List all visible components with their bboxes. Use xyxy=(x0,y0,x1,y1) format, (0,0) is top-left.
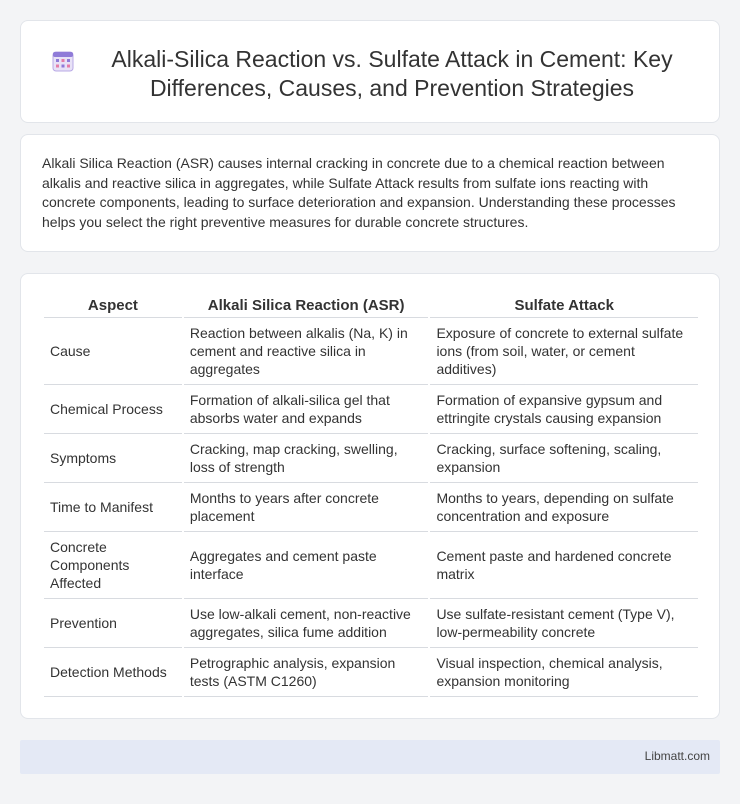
row-asr-cell: Petrographic analysis, expansion tests (ASTM C1260) xyxy=(184,648,429,697)
table-row xyxy=(44,599,698,648)
row-aspect-cell: Time to Manifest xyxy=(44,483,182,532)
comparison-table xyxy=(42,294,700,697)
table-row xyxy=(44,648,698,697)
row-sulfate-cell: Visual inspection, chemical analysis, expansion monitoring xyxy=(430,648,698,697)
row-aspect-cell: Chemical Process xyxy=(44,385,182,434)
row-asr-cell: Formation of alkali-silica gel that absorbs water and expands xyxy=(184,385,429,434)
row-sulfate-cell: Formation of expansive gypsum and ettringite crystals causing expansion xyxy=(430,385,698,434)
row-asr-cell: Reaction between alkalis (Na, K) in cement and reactive silica in aggregates xyxy=(184,318,429,385)
row-aspect-cell: Cause xyxy=(44,318,182,385)
table-row xyxy=(44,434,698,483)
title-wrap xyxy=(21,21,719,103)
calendar-grid-icon xyxy=(51,49,75,73)
header-sulfate: Sulfate Attack xyxy=(430,294,698,318)
row-asr-cell: Cracking, map cracking, swelling, loss of strength xyxy=(184,434,429,483)
header-aspect: Aspect xyxy=(44,294,182,318)
row-sulfate-cell: Cement paste and hardened concrete matrix xyxy=(430,532,698,599)
row-sulfate-cell: Use sulfate-resistant cement (Type V), low-permeability concrete xyxy=(430,599,698,648)
table-header-row xyxy=(44,294,698,318)
row-asr-cell: Months to years after concrete placement xyxy=(184,483,429,532)
row-aspect-cell: Detection Methods xyxy=(44,648,182,697)
table-row xyxy=(44,483,698,532)
row-aspect-cell: Concrete Components Affected xyxy=(44,532,182,599)
row-asr-cell: Aggregates and cement paste interface xyxy=(184,532,429,599)
page-title: Alkali-Silica Reaction vs. Sulfate Attack in Cement: Key Differences, Causes, and Prevention Strategies xyxy=(111,46,673,101)
header-asr: Alkali Silica Reaction (ASR) xyxy=(184,294,429,318)
row-aspect-cell: Prevention xyxy=(44,599,182,648)
table-row xyxy=(44,532,698,599)
table-row xyxy=(44,385,698,434)
intro-card xyxy=(20,134,720,252)
footer-bar xyxy=(20,740,720,774)
row-sulfate-cell: Months to years, depending on sulfate concentration and exposure xyxy=(430,483,698,532)
table-row xyxy=(44,318,698,385)
intro-paragraph: Alkali Silica Reaction (ASR) causes internal cracking in concrete due to a chemical reaction between alkalis and reactive silica in aggregates, while Sulfate Attack results from sulfate ions reacting with concrete components, leading to surface deterioration and expansion. Understanding these processes helps you select the right preventive measures for durable concrete structures. xyxy=(42,155,676,230)
title-card xyxy=(20,20,720,123)
row-sulfate-cell: Cracking, surface softening, scaling, expansion xyxy=(430,434,698,483)
row-asr-cell: Use low-alkali cement, non-reactive aggregates, silica fume addition xyxy=(184,599,429,648)
comparison-card xyxy=(20,273,720,719)
footer-site-link[interactable]: Libmatt.com xyxy=(644,749,710,763)
row-aspect-cell: Symptoms xyxy=(44,434,182,483)
row-sulfate-cell: Exposure of concrete to external sulfate ions (from soil, water, or cement additives) xyxy=(430,318,698,385)
